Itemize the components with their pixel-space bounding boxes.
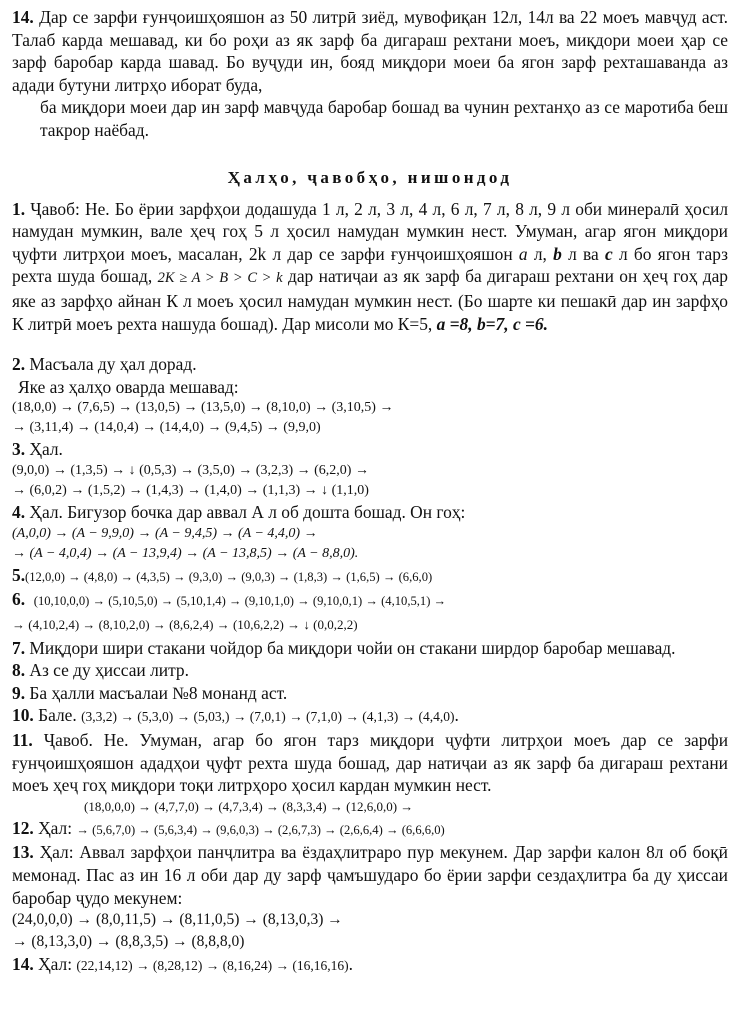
solution-2-intro: Яке аз ҳалҳо оварда мешавад: <box>18 376 239 397</box>
spacer <box>12 335 728 353</box>
solution-10-chain: (3,3,2) → (5,3,0) → (5,03,) → (7,0,1) → (7,1,0) → (4,1,3) → (4,4,0) <box>81 709 455 725</box>
solution-1-example: a =8, b=7, c =6. <box>436 313 548 334</box>
solution-12-number: 12. <box>12 817 34 838</box>
solution-13-chain-2: → (8,13,3,0) → (8,8,3,5) → (8,8,8,0) <box>12 933 245 951</box>
solution-11-chain: (18,0,0,0) → (4,7,7,0) → (4,7,3,4) → (8,3,3,4) → (12,6,0,0) → <box>84 798 414 814</box>
solution-9 <box>12 682 728 705</box>
solution-5-chain: (12,0,0) → (4,8,0) → (4,3,5) → (9,3,0) → (9,0,3) → (1,8,3) → (1,6,5) → (6,6,0) <box>25 569 433 584</box>
solution-5 <box>12 564 728 589</box>
solution-12 <box>12 817 728 842</box>
solution-3-chain-2: → (6,0,2) → (1,5,2) → (1,4,3) → (1,4,0) → (1,1,3) → ↓ (1,1,0) <box>12 482 369 498</box>
solution-3-number: 3. <box>12 439 26 460</box>
solution-14 <box>12 953 728 978</box>
solution-6-chain-1: (10,10,0,0) → (5,10,5,0) → (5,10,1,4) → (9,10,1,0) → (9,10,0,1) → (4,10,5,1) → <box>33 594 447 609</box>
solution-2 <box>12 353 728 376</box>
solution-4-chain-2-text: → (A − 4,0,4) → (A − 13,9,4) → (A − 13,8,5) → (A − 8,8,0) <box>12 545 355 561</box>
problem-14-paragraph <box>12 6 728 96</box>
solution-1-text-a: Ҷавоб: Не. Бо ёрии зарфҳои додашуда 1 л, 2 л, 3 л, 4 л, 6 л, 7 л, 8 л, 9 л оби минералӣ ҳосил намудан мумкин, вале ҳеҷ гоҳ 5 л ҳосил намудан мумкин нест. Умуман, агар ягон миқдори ҷуфти литрҳои моеъ, масалан, 2k л дар се зарфи ғунҷоишҳояшон <box>12 198 728 264</box>
solution-8-number: 8. <box>12 660 26 681</box>
solution-7-text: Миқдори шири стакани чойдор ба миқдори чойи он стакани ширдор баробар мешавад. <box>25 637 676 658</box>
problem-14-text: Дар се зарфи ғунҷоишҳояшон аз 50 литрӣ зиёд, мувофиқан 12л, 14л ва 22 моеъ мавҷуд аст. Талаб карда мешавад, ки бо роҳи аз як зарф ба дигараш рехтани моеъ, миқдори моеи ҳар се зарф баробар карда шавад. Бо вуҷуди ин, бояд миқдори моеи ба ягон зарф рехташаванда аз адади бутуни литрҳо иборат буда, <box>12 7 729 95</box>
solution-13 <box>12 841 728 909</box>
solution-12-text: Ҳал: <box>33 817 77 838</box>
solution-11 <box>12 729 728 797</box>
var-c: c <box>605 243 613 264</box>
solution-2-chain-2: → (3,11,4) → (14,0,4) → (14,4,0) → (9,4,5) → (9,9,0) <box>12 420 321 436</box>
solution-14-chain-end: . <box>348 954 353 975</box>
solution-6 <box>12 588 728 613</box>
problem-14-tail-text: ба миқдори моеи дар ин зарф мавҷуда баробар бошад ва чунин рехтанҳо аз се маротиба беш такрор наёбад. <box>40 97 728 140</box>
solution-4-chain-1: (A,0,0) → (A − 9,9,0) → (A − 9,4,5) → (A − 4,4,0) → <box>12 525 318 541</box>
solution-3 <box>12 438 728 461</box>
solution-6-chain-2: → (4,10,2,4) → (8,10,2,0) → (8,6,2,4) → (10,6,2,2) → ↓ (0,0,2,2) <box>12 616 358 632</box>
solution-4-number: 4. <box>12 501 26 522</box>
solution-11-number: 11. <box>12 730 33 751</box>
solution-6-number: 6. <box>12 589 26 610</box>
solution-1-text-e: дар натиҷаи аз як зарф ба дигараш рехтани он ҳеҷ гоҳ дар яке аз зарфҳо айнан К л моеъ ҳосил намудан мумкин нест. (Бо шарте ки пешакӣ дар ин зарфҳо К литрӣ моеъ рехта нашуда бошад). Дар мисоли мо К=5, <box>12 266 728 334</box>
solution-4-chain-2-end: . <box>354 545 359 561</box>
solution-3-chain-1: (9,0,0) → (1,3,5) → ↓ (0,5,3) → (3,5,0) → (3,2,3) → (6,2,0) → <box>12 462 369 478</box>
solution-9-text: Ба ҳалли масъалаи №8 монанд аст. <box>25 682 288 703</box>
solution-13-text: Ҳал: Аввал зарфҳои панҷлитра ва ёздаҳлитраро пур мекунем. Дар зарфи калон 8л об боқӣ мемонад. Пас аз ин 16 л оби дар ду зарф ҷамъшударо бо ёрии зарфи сездаҳлитра ба ду ҳиссаи баробар ҷудо мекунем: <box>12 842 728 908</box>
solution-7 <box>12 637 728 660</box>
solution-12-chain: → (5,6,7,0) → (5,6,3,4) → (9,6,0,3) → (2,6,7,3) → (2,6,6,4) → (6,6,6,0) <box>76 822 445 837</box>
solution-4-chain-2 <box>12 544 728 564</box>
solution-11-text: Ҷавоб. Не. Умуман, агар бо ягон тарз миқдори ҷуфти литрҳои моеъ дар се зарфи ғунҷоишҳояшон ададҳои ҷуфт рехта шуда бошад, дар натиҷаи аз як зарф ба дигараш рехтани моеъ ҳеҷ гоҳ миқдори тоқи литрҳоро ҳосил кардан мумкин нест. <box>12 730 728 796</box>
solution-14-chain: (22,14,12) → (8,28,12) → (8,16,24) → (16,16,16) <box>76 958 349 974</box>
solution-1-number: 1. <box>12 198 26 219</box>
solution-13-chain-1: (24,0,0,0) → (8,0,11,5) → (8,11,0,5) → (8,13,0,3) → <box>12 911 343 929</box>
var-a: a <box>518 243 528 264</box>
solution-10 <box>12 704 728 729</box>
solution-14-number: 14. <box>12 954 34 975</box>
solution-2-text: Масъала ду ҳал дорад. <box>25 354 197 375</box>
problem-14-number: 14. <box>12 7 34 27</box>
solution-10-chain-end: . <box>454 705 459 726</box>
solution-2-number: 2. <box>12 354 26 375</box>
solution-13-number: 13. <box>12 842 34 863</box>
section-heading: Ҳалҳо, ҷавобҳо, нишондод <box>227 167 513 187</box>
solution-10-text: Бале. <box>33 705 77 726</box>
problem-14-tail <box>12 96 728 141</box>
solution-1-text-d: л бо ягон тарз рехта шуда бошад, <box>12 243 728 287</box>
solution-8 <box>12 659 728 682</box>
solution-14-text: Ҳал: <box>33 954 77 975</box>
solution-1-text-b: л, <box>527 243 554 264</box>
solution-9-number: 9. <box>12 682 26 703</box>
solution-8-text: Аз се ду ҳиссаи литр. <box>25 660 189 681</box>
solution-1-formula: 2K ≥ A > B > C > k <box>157 270 283 287</box>
solution-3-text: Ҳал. <box>25 439 63 460</box>
solution-4-text: Ҳал. Бигузор бочка дар аввал А л об дошта бошад. Он гоҳ: <box>25 501 466 522</box>
solution-1-text-c: л ва <box>561 243 605 264</box>
solution-2-chain-1: (18,0,0) → (7,6,5) → (13,0,5) → (13,5,0) → (8,10,0) → (3,10,5) → <box>12 400 394 416</box>
solution-10-number: 10. <box>12 705 34 726</box>
solution-1 <box>12 198 728 336</box>
var-b: b <box>553 243 562 264</box>
solution-7-number: 7. <box>12 637 26 658</box>
solution-4 <box>12 501 728 524</box>
solution-5-number: 5. <box>12 564 26 585</box>
